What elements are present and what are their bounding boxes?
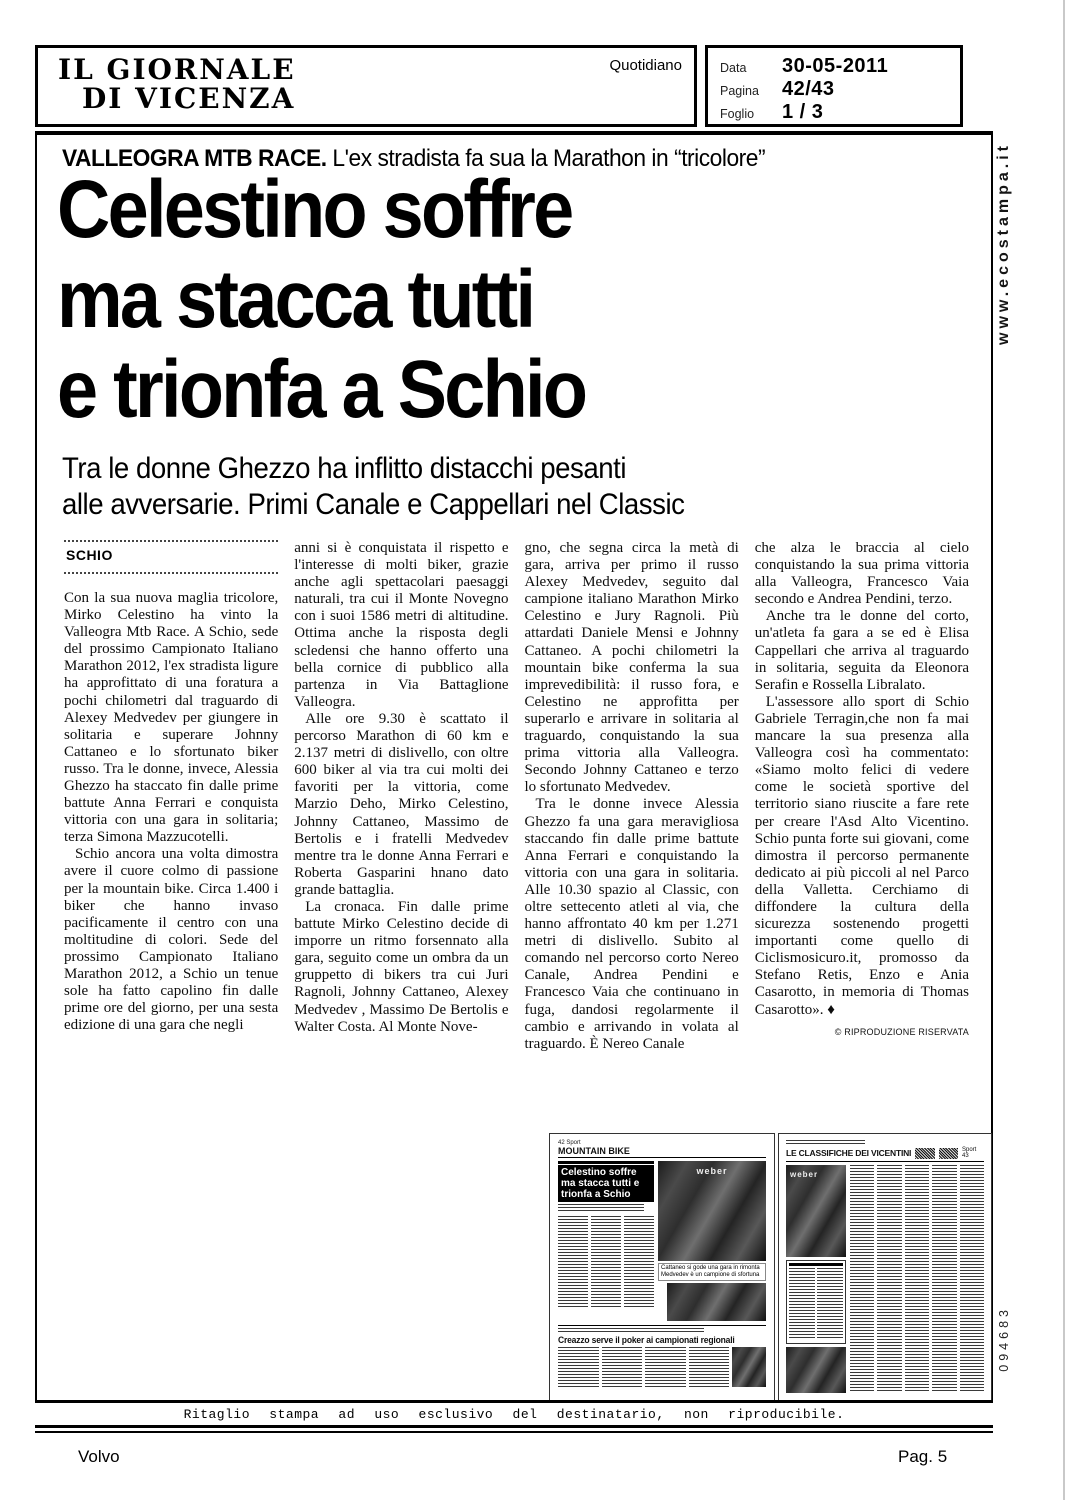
page-value: 42/43 [782, 78, 835, 100]
subtitle [62, 451, 684, 523]
thumb1-race-photo [658, 1161, 766, 1261]
thumb2-race-photo [786, 1165, 846, 1257]
logo-line-2: DI VICENZA [82, 82, 296, 116]
clipping-code: 094683 [997, 1306, 1011, 1372]
thumb2-photo-chip [939, 1148, 958, 1159]
page-thumbnail-42 [549, 1133, 775, 1401]
thumb1-section-title: MOUNTAIN BIKE [558, 1146, 766, 1158]
headline [57, 165, 585, 435]
fake-text-column [558, 1347, 599, 1387]
date-label: Data [720, 61, 747, 75]
strip-underline [35, 1431, 993, 1433]
thumb1-headline: Celestino soffre ma stacca tutti e trionfa a Schio [558, 1165, 654, 1202]
paragraph: Con la sua nuova maglia tricolore, Mirko Celestino ha vinto la Valleogra Mtb Race. A Schio, sede del prossimo Campionato Italiano Marathon 2012, l'ex stradista ligure ha approfittato di una foratura a pochi chilometri dal traguardo di Alexey Medvedev per giungere in solitaria e superare Johnny Cattaneo e lo sfortunato biker russo. Tra le donne, invece, Alessia Ghezzo ha staccato fin dalle prime battute Anna Ferrari e conquista vittoria con una gara in solitaria; terza Simona Mazzucotelli. [64, 589, 279, 846]
page-number: Pag. 5 [898, 1447, 948, 1466]
thumb1-deck-lines [558, 1204, 644, 1213]
thumb2-top-line [786, 1140, 865, 1145]
kicker-bold: VALLEOGRA MTB RACE. [62, 145, 327, 172]
article-columns [64, 540, 969, 1053]
thumb1-bottom-headline: Creazzo serve il poker ai campionati regionali [558, 1335, 735, 1345]
thumb1-photo-column [658, 1161, 766, 1321]
paragraph: L'assessore allo sport di Schio Gabriele Terragin,che non fa mai mancare la sua presenza alla Valleogra così ha commentato: «Siamo molto felici di vedere come le società sportive del territorio siano riuscite a fare rete per creare l'Asd Alto Vicentino. Schio punta forte sui giovani, come dimostra il percorso permanente dedicato ai più piccoli al nel Parco della Valletta. Cerchiamo di diffondere la cultura della sicurezza sostenendo progetti importanti come quello di Ciclismosicuro.it, promosso da Stefano Retis, Enzo e Ania Casarotto, in memoria di Thomas Casarotto». ♦ [754, 693, 969, 1018]
fake-text-column [689, 1347, 730, 1387]
fake-text-column [817, 1268, 843, 1339]
article-column-1 [64, 540, 278, 1053]
client-label: Volvo [78, 1447, 120, 1466]
meta-row-sheet [720, 101, 948, 124]
date-value: 30-05-2011 [782, 55, 889, 77]
fake-text-column [960, 1165, 984, 1393]
subtitle-line-2: alle avversarie. Primi Canale e Cappellari nel Classic [62, 488, 685, 521]
logo-line-1: IL GIORNALE [58, 53, 296, 86]
dateline: SCHIO [64, 540, 278, 574]
publication-type-label: Quotidiano [609, 57, 682, 74]
thumb2-folio: Sport 43 [962, 1147, 977, 1159]
page-thumbnail-43 [778, 1133, 992, 1401]
headline-line-2: ma stacca tutti [57, 254, 534, 345]
thumb2-section-title: LE CLASSIFICHE DEI VICENTINI [786, 1148, 912, 1158]
thumb2-secondary-photo [786, 1347, 846, 1393]
thumb2-box-header [789, 1263, 843, 1266]
copyright-notice: © RIPRODUZIONE RISERVATA [834, 1026, 969, 1037]
thumb1-photo-caption: Cattaneo si gode una gara in rimonta Medvedev è un campione di sfortuna [658, 1263, 766, 1281]
ritaglio-strip: Ritaglio stampa ad uso esclusivo del destinatario, non riproducibile. [35, 1400, 993, 1428]
paragraph: anni si è conquistata il rispetto e l'interesse di molti biker, grazie anche agli spettacolari paesaggi naturali, tra cui il Monte Novegno con i suoi 1586 metri di altitudine. Ottima anche la risposta degli scledensi che hanno offerto una bella cornice di pubblico alla partenza in Via Battaglione Valleogra. [294, 540, 509, 710]
article-column-3 [525, 540, 739, 1053]
paragraph: Alle ore 9.30 è scattato il percorso Marathon di 60 km e 2.137 metri di dislivello, con oltre 600 biker al via tra cui molti dei favoriti per la vittoria, come Marzio Deho, Mirko Celestino, Johnny Cattaneo, Massimo de Bertolis e i fratelli Medvedev mentre tra le donne Anna Ferrari e Roberta Gasparini hnano dato grande battaglia. [294, 710, 509, 898]
thumb2-photo-chip [915, 1148, 934, 1159]
thumb1-folio: 42 Sport [558, 1140, 581, 1146]
thumb2-boxed-item [786, 1260, 846, 1344]
meta-row-date [720, 55, 948, 78]
thumb1-headline-column [558, 1161, 654, 1321]
thumb1-text-columns [558, 1216, 654, 1308]
sheet-value: 1 / 3 [782, 101, 824, 123]
fake-text-column [850, 1165, 874, 1393]
article-column-4 [755, 540, 969, 1053]
thumb2-rankings-columns [850, 1165, 984, 1393]
page-label: Pagina [720, 84, 759, 98]
thumb1-photo-brand: weber [696, 1166, 728, 1176]
fake-text-column [558, 1216, 588, 1308]
kicker-rest: L'ex stradista fa sua la Marathon in “tricolore” [326, 145, 766, 172]
thumb2-header-bar [786, 1147, 984, 1162]
paragraph: che alza le braccia al cielo conquistando la sua prima vittoria alla Valleogra, Francesco Vaia secondo e Andrea Pendini, terzo. [754, 540, 969, 608]
paragraph: gno, che segna circa la metà di gara, arriva per primo il russo Alexey Medvedev, seguito dal campione italiano Marathon Mirko Celestino e Jury Ragnoli. Più attardati Daniele Mensi e Johnny Cattaneo. A pochi chilometri la mountain bike conferma la sua imprevedibilità: il russo fora, e Celestino ne approfitta per superarlo e arrivare in solitaria al traguardo, conquistando la sua prima vittoria alla Valleogra. Secondo Johnny Cattaneo e terzo lo sfortunato Medvedev. [524, 540, 739, 796]
article-box [35, 131, 993, 1403]
fake-text-column [905, 1165, 929, 1393]
thumb1-secondary-photo [667, 1283, 766, 1321]
fake-text-column [932, 1165, 956, 1393]
fake-text-column [877, 1165, 901, 1393]
newspaper-logo [58, 55, 296, 114]
sheet-label: Foglio [720, 107, 755, 121]
fake-text-column [591, 1216, 621, 1308]
thumb1-bottom-photo [732, 1347, 766, 1387]
thumb1-kicker-bar [558, 1161, 654, 1164]
headline-line-3: e trionfa a Schio [57, 344, 586, 435]
thumb1-bottom-article [558, 1325, 766, 1387]
thumb1-layout [558, 1161, 766, 1321]
thumb2-box-columns [789, 1268, 843, 1339]
fake-text-column [602, 1347, 643, 1387]
paragraph: La cronaca. Fin dalle prime battute Mirko Celestino decide di imporre un ritmo forsennato alla gara, seguito come un ombra da un gruppetto di bikers tra cui Juri Ragnoli, Johnny Cattaneo, Alexey Medvedev , Massimo De Bertolis e Walter Costa. Al Monte Nove- [294, 898, 509, 1035]
thumb2-layout [786, 1165, 984, 1393]
subtitle-line-1: Tra le donne Ghezzo ha inflitto distacchi pesanti [62, 452, 627, 485]
clipping-meta-box [705, 45, 963, 127]
paragraph: Tra le donne invece Alessia Ghezzo fa una gara meravigliosa staccando fin dalle prime battute Anna Ferrari e conquistando la vittoria con una gara in solitaria. Alle 10.30 spazio al Classic, con oltre settecento atleti al via, che hanno affrontato 40 km per 1.271 metri di dislivello. Subito al comando nel percorso corto Nereo Canale, Andrea Pendini e Francesco Vaia che continuano in fuga, dandosi regolarmente il cambio e arrivando in volata al traguardo. È Nereo Canale [524, 796, 739, 1052]
thumb2-left-column [786, 1165, 846, 1393]
fake-text-column [789, 1268, 815, 1339]
headline-line-1: Celestino soffre [57, 164, 572, 255]
masthead-box [35, 45, 697, 127]
paragraph: Schio ancora una volta dimostra avere il cuore colmo di passione per la mountain bike. Circa 1.400 i biker che hanno invaso pacificamente il centro con una moltitudine di colori. Sede del prossimo Campionato Italiano Marathon 2012, a Schio un tenue sole ha fatto capolino fin dalle prime ore del giorno, per una sesta edizione di una gara che negli [64, 846, 279, 1034]
paragraph: Anche tra le donne del corto, un'atleta fa gara a se ed è Elisa Cappellari che arriva al traguardo in solitaria, seguita da Eleonora Serafin e Rossella Libralato. [754, 608, 969, 693]
article-column-2 [294, 540, 508, 1053]
thumb1-bottom-byline [558, 1328, 704, 1333]
ecostampa-watermark: www.ecostampa.it [995, 142, 1012, 345]
thumb2-photo-brand: weber [790, 1170, 819, 1179]
scan-edge-line [1063, 0, 1065, 1500]
fake-text-column [645, 1347, 686, 1387]
thumb1-bottom-columns [558, 1347, 766, 1387]
fake-text-column [624, 1216, 654, 1308]
meta-row-page [720, 78, 948, 101]
